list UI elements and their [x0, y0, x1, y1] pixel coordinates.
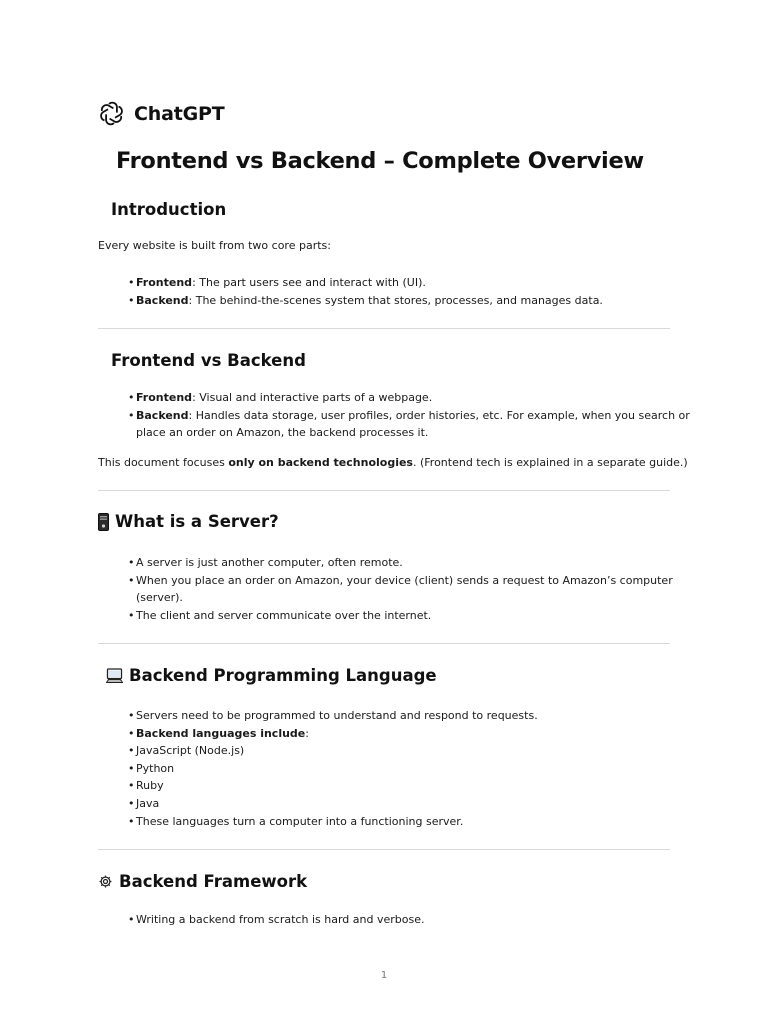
divider	[98, 490, 670, 491]
document-title: Frontend vs Backend – Complete Overview	[116, 148, 644, 174]
computer-icon	[106, 668, 123, 684]
divider	[98, 328, 670, 329]
section-heading-framework: Backend Framework	[98, 872, 307, 891]
fe-vs-be-list	[128, 389, 690, 442]
brand-name: ChatGPT	[134, 102, 225, 125]
section-heading-programming-language: Backend Programming Language	[106, 666, 437, 685]
intro-text: Every website is built from two core parts:	[98, 239, 331, 252]
list-item: • A server is just another computer, often remote.	[128, 556, 403, 569]
list-item: • Backend languages include:	[128, 726, 309, 740]
list-item: • Backend: The behind-the-scenes system that stores, processes, and manages data.	[128, 293, 603, 307]
list-item: • Backend: Handles data storage, user profiles, order histories, etc. For example, when you search or place an order on Amazon, the backend processes it.	[128, 408, 690, 440]
list-item: • The client and server communicate over the internet.	[128, 608, 432, 622]
list-item: • Writing a backend from scratch is hard and verbose.	[128, 913, 425, 926]
brand-header	[98, 100, 224, 127]
list-item: • Java	[128, 796, 160, 810]
list-item: • Ruby	[128, 779, 164, 793]
backend-focus-note: This document focuses only on backend technologies. (Frontend tech is explained in a separate guide.)	[98, 456, 688, 469]
list-item: • Servers need to be programmed to understand and respond to requests.	[128, 709, 538, 722]
list-item: • These languages turn a computer into a functioning server.	[128, 814, 464, 828]
openai-logo-icon	[98, 100, 125, 127]
gear-icon	[98, 874, 113, 889]
language-list	[128, 707, 538, 830]
list-item: • Python	[128, 761, 175, 775]
list-item: • JavaScript (Node.js)	[128, 744, 245, 758]
page-number: 1	[380, 970, 388, 981]
list-item: • Frontend: Visual and interactive parts of a webpage.	[128, 391, 433, 404]
divider	[98, 643, 670, 644]
server-list	[128, 554, 673, 624]
divider	[98, 849, 670, 850]
list-item: • Frontend: The part users see and interact with (UI).	[128, 276, 426, 289]
server-icon	[98, 513, 109, 531]
section-heading-frontend-vs-backend: Frontend vs Backend	[111, 351, 306, 370]
section-heading-introduction: Introduction	[111, 200, 227, 219]
intro-list	[128, 274, 603, 309]
framework-list	[128, 911, 424, 929]
list-item: • When you place an order on Amazon, your device (client) sends a request to Amazon’s computer (server).	[128, 573, 673, 605]
section-heading-server: What is a Server?	[98, 512, 279, 531]
